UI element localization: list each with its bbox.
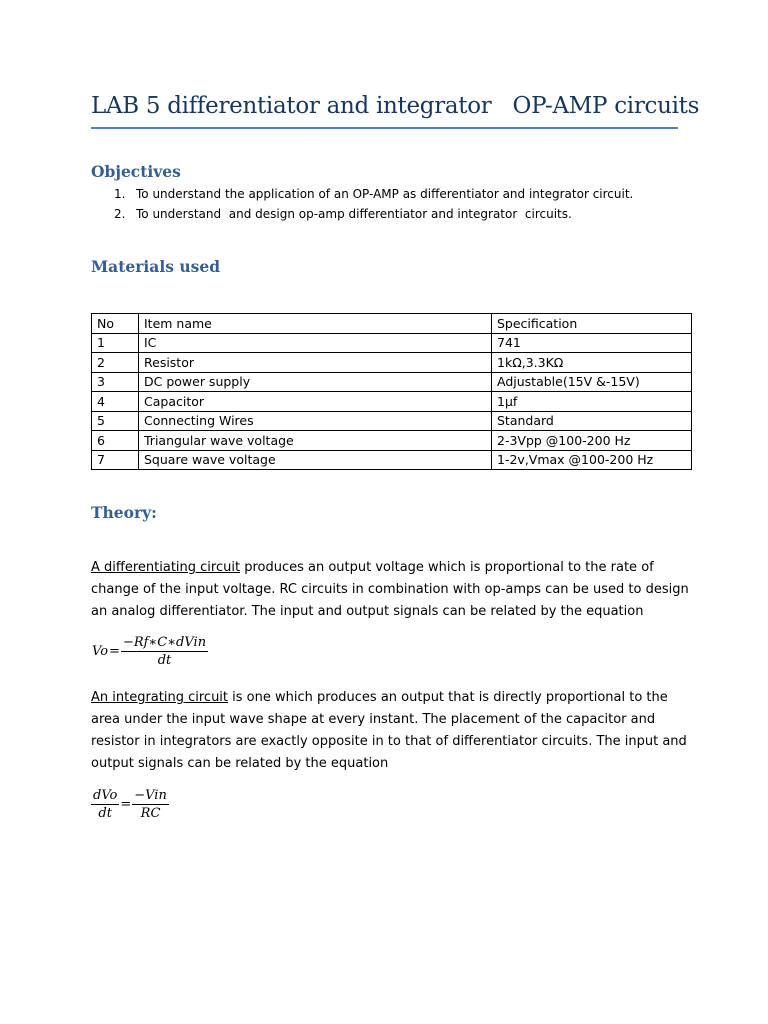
table-cell: Capacitor [139,392,492,412]
title-underline [91,127,678,129]
table-row [92,372,692,392]
objective-number: 1. [114,187,126,201]
table-cell: 7 [92,450,139,470]
integrator-term: An integrating circuit [91,690,229,705]
table-cell: IC [139,333,492,353]
table-cell: Adjustable(15V &-15V) [492,372,692,392]
equation-rhs-fraction [132,788,169,821]
fraction-numerator: −Vin [134,788,167,803]
equals-sign: = [120,797,132,812]
theory-heading: Theory: [91,503,157,522]
header-cell-item-name: Item name [139,314,492,334]
header-cell-no: No [92,314,139,334]
page-title: LAB 5 differentiator and integrator OP-AMP circuits [91,93,700,119]
integrator-text: is one which produces an output that is directly proportional to the area under the input wave shape at every instant. The placement of the capacitor and resistor in integrators are exactly opposite in to that of differentiator circuits. The input and output signals can be related by the equation [91,690,687,771]
header-cell-specification: Specification [492,314,692,334]
fraction-numerator: −Rf∗C∗dVin [122,635,207,650]
table-cell: Connecting Wires [139,411,492,431]
materials-heading: Materials used [91,257,221,276]
materials-table [91,313,692,470]
table-cell: DC power supply [139,372,492,392]
table-cell: Resistor [139,353,492,373]
table-header-row [92,314,692,334]
table-cell: 1kΩ,3.3KΩ [492,353,692,373]
table-cell: 1-2v,Vmax @100-200 Hz [492,450,692,470]
fraction-denominator: RC [140,806,161,821]
integrator-equation [91,788,169,821]
table-row [92,353,692,373]
objectives-list [114,185,633,225]
table-cell: Square wave voltage [139,450,492,470]
differentiator-equation [92,635,208,668]
table-row [92,333,692,353]
differentiator-paragraph [91,557,691,623]
table-row [92,392,692,412]
table-cell: 3 [92,372,139,392]
objective-item [114,205,633,225]
table-cell: 5 [92,411,139,431]
table-cell: 2-3Vpp @100-200 Hz [492,431,692,451]
table-row [92,450,692,470]
table-cell: 1µf [492,392,692,412]
integrator-paragraph [91,687,691,775]
equation-fraction [121,635,208,668]
table-cell: 4 [92,392,139,412]
differentiator-text: produces an output voltage which is proportional to the rate of change of the input voltage. RC circuits in combination with op-amps can be used to design an analog differentiator. The input and output signals can be related by the equation [91,560,689,619]
table-cell: 2 [92,353,139,373]
table-cell: Triangular wave voltage [139,431,492,451]
equation-lhs-fraction [91,788,119,821]
fraction-denominator: dt [157,653,172,668]
fraction-numerator: dVo [93,788,118,803]
objectives-heading: Objectives [91,162,181,181]
objective-item [114,185,633,205]
table-row [92,411,692,431]
objective-text: To understand the application of an OP-AMP as differentiator and integrator circuit. [136,187,634,201]
table-cell: 741 [492,333,692,353]
equals-sign: = [109,644,120,659]
objective-number: 2. [114,207,126,221]
fraction-denominator: dt [98,806,112,821]
table-row [92,431,692,451]
equation-lhs: Vo [92,644,109,659]
table-cell: 6 [92,431,139,451]
differentiator-term: A differentiating circuit [91,560,241,575]
table-cell: Standard [492,411,692,431]
objective-text: To understand and design op-amp differentiator and integrator circuits. [136,207,572,221]
table-cell: 1 [92,333,139,353]
